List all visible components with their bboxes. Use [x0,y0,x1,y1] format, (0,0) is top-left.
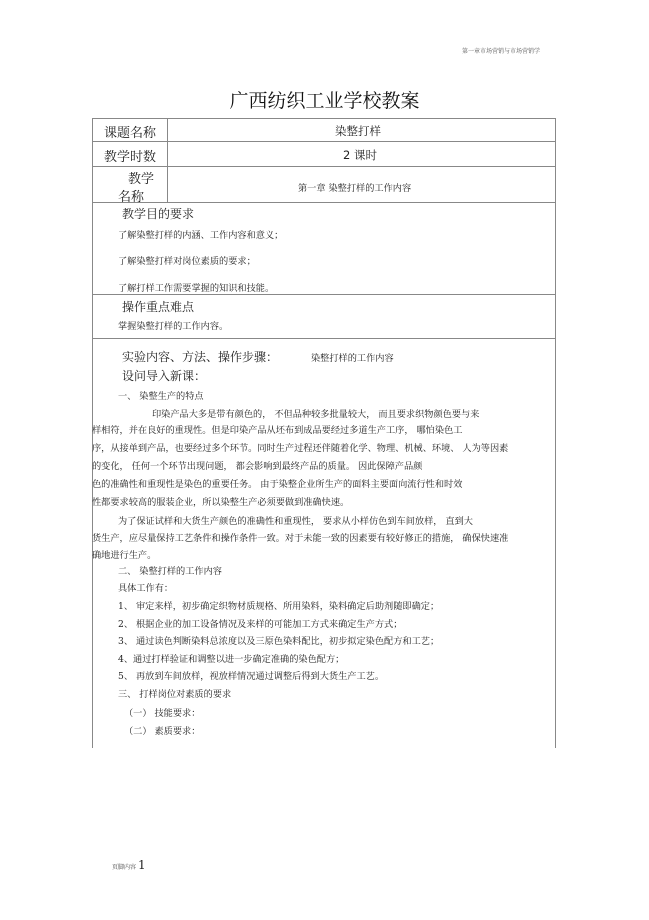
key-points-heading: 操作重点难点 [122,300,195,314]
paragraph-line: 样相符，并在良好的重现性。但是印染产品从坯布到成品要经过多道生产工序， 哪怕染色工 [92,425,463,436]
paragraph-line: 色的准确性和重现性是染色的重要任务。 由于染整企业所生产的面料主要面向流行性和时效 [92,479,463,490]
hours-label: 教学时数 [104,150,157,165]
work-item: 3、 通过读色判断染料总浓度以及三原色染料配比，初步拟定染色配方和工艺； [118,636,440,647]
section-title: 三、 打样岗位对素质的要求 [118,689,232,700]
sub-item: （一） 技能要求： [124,708,201,719]
sub-item: （二） 素质要求： [124,726,201,737]
section-title: 一、 染整生产的特点 [118,391,204,402]
table-row-divider [92,141,556,142]
objectives-heading: 教学目的要求 [122,207,195,221]
footer [112,858,146,872]
table-row-divider [92,166,556,167]
paragraph-line: 为了保证试样和大货生产颜色的准确性和重现性， 要求从小样仿色到车间放样， 直到大 [118,516,473,527]
paragraph-line: 印染产品大多是带有颜色的， 不但品种较多批量较大， 而且要求织物颜色要与来 [152,409,480,420]
teaching-name-value: 第一章 染整打样的工作内容 [298,183,412,194]
course-name-value: 染整打样 [335,124,381,138]
page-number: 1 [137,858,146,872]
work-intro: 具体工作有： [118,583,174,594]
work-item: 4、通过打样验证和调整以进一步确定准确的染色配方； [118,654,345,665]
header-note: 第一章市场营销与市场营销学 [462,48,541,55]
footer-label: 页脚内容 [112,864,137,871]
hours-value: 2 课时 [343,148,377,162]
teaching-name-label-line1: 教学 [128,172,155,187]
teaching-name-label-line2: 名称 [118,190,145,205]
objective-item: 了解打样工作需要掌握的知识和技能。 [118,283,275,294]
table-row-divider [92,338,556,339]
content-heading: 实验内容、方法、操作步骤： [122,350,279,364]
table-top-border [92,118,556,119]
page-title: 广西纺织工业学校教案 [229,90,420,112]
objective-item: 了解染整打样的内涵、工作内容和意义； [118,230,284,241]
section-title: 二、 染整打样的工作内容 [118,566,222,577]
paragraph-line: 性都要求较高的服装企业，所以染整生产必须要做到准确快速。 [92,497,350,508]
key-points-text: 掌握染整打样的工作内容。 [118,321,229,332]
content-heading-value: 染整打样的工作内容 [311,353,394,364]
work-item: 5、 再放到车间放样，视放样情况通过调整后得到大货生产工艺。 [118,671,385,682]
paragraph-line: 货生产，应尽量保持工艺条件和操作条件一致。对于未能一致的因素要有较好修正的措施， 确保快速准 [92,533,509,544]
table-row-divider [92,202,556,203]
table-column-divider [167,118,168,202]
paragraph-line: 确地进行生产。 [92,550,157,561]
paragraph-line: 序，从接单到产品，也要经过多个环节。同时生产过程还伴随着化学、物理、机械、环境、 人为等因素 [92,443,509,454]
work-item: 2、 根据企业的加工设备情况及来样的可能加工方式来确定生产方式； [118,619,403,630]
objective-item: 了解染整打样对岗位素质的要求； [118,256,256,267]
work-item: 1、 审定来样，初步确定织物材质规格、所用染料，染料确定后助剂随即确定； [118,601,440,612]
paragraph-line: 的变化， 任何一个环节出现问题， 都会影响到最终产品的质量。 因此保障产品颜 [92,461,423,472]
table-row-divider [92,294,556,295]
table-right-border [555,118,556,748]
intro-text: 设问导入新课： [122,369,207,383]
course-name-label: 课题名称 [104,126,157,141]
